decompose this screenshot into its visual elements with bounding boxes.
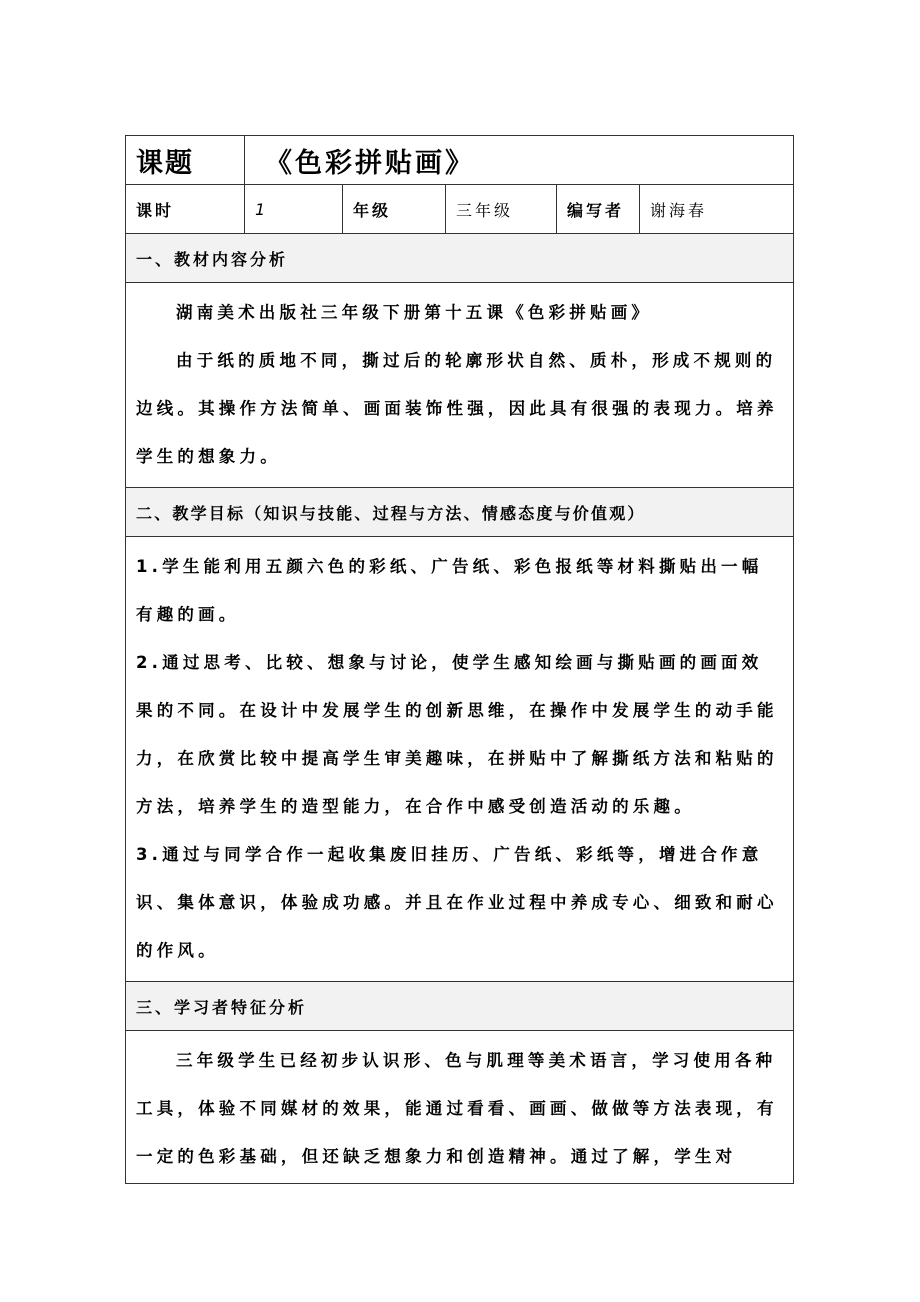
goal-item: 2.通过思考、比较、想象与讨论，使学生感知绘画与撕贴画的画面效果的不同。在设计中发展学生的创新思维，在操作中发展学生的动手能力，在欣赏比较中提高学生审美趣味，在拼贴中了解撕纸方法和粘贴的方法，培养学生的造型能力，在合作中感受创造活动的乐趣。 [136, 653, 778, 816]
lesson-plan-table [125, 135, 794, 1184]
period-label: 课时 [126, 185, 245, 234]
author-value: 谢海春 [640, 185, 794, 234]
goal-item: 1.学生能利用五颜六色的彩纸、广告纸、彩色报纸等材料撕贴出一幅有趣的画。 [136, 557, 763, 624]
goals-body [126, 537, 794, 982]
section-heading-goals: 二、教学目标（知识与技能、过程与方法、情感态度与价值观） [126, 488, 794, 537]
topic-value: 《色彩拼贴画》 [245, 136, 794, 185]
title-row [126, 136, 794, 185]
learners-body [126, 1031, 794, 1184]
analysis-paragraph: 湖南美术出版社三年级下册第十五课《色彩拼贴画》 [176, 303, 653, 322]
section-heading-row [126, 234, 794, 283]
section-heading-learners: 三、学习者特征分析 [126, 982, 794, 1031]
analysis-body [126, 283, 794, 488]
analysis-paragraph: 由于纸的质地不同，撕过后的轮廓形状自然、质朴，形成不规则的边线。其操作方法简单、画面装饰性强，因此具有很强的表现力。培养学生的想象力。 [136, 351, 778, 466]
topic-label: 课题 [126, 136, 245, 185]
grade-label: 年级 [343, 185, 446, 234]
grade-value: 三年级 [446, 185, 557, 234]
goal-item: 3.通过与同学合作一起收集废旧挂历、广告纸、彩纸等，增进合作意识、集体意识，体验成功感。并且在作业过程中养成专心、细致和耐心的作风。 [136, 845, 778, 960]
learners-text-clip [136, 1037, 783, 1183]
period-value: 1 [245, 185, 343, 234]
learners-paragraph: 三年级学生已经初步认识形、色与肌理等美术语言，学习使用各种工具，体验不同媒材的效果，能通过看看、画画、做做等方法表现，有一定的色彩基础，但还缺乏想象力和创造精神。通过了解，学生对 [136, 1051, 778, 1166]
section-body-row [126, 283, 794, 488]
meta-row [126, 185, 794, 234]
section-heading-row [126, 982, 794, 1031]
section-heading-row [126, 488, 794, 537]
section-heading-analysis: 一、教材内容分析 [126, 234, 794, 283]
section-body-row [126, 1031, 794, 1184]
author-label: 编写者 [557, 185, 640, 234]
section-body-row [126, 537, 794, 982]
